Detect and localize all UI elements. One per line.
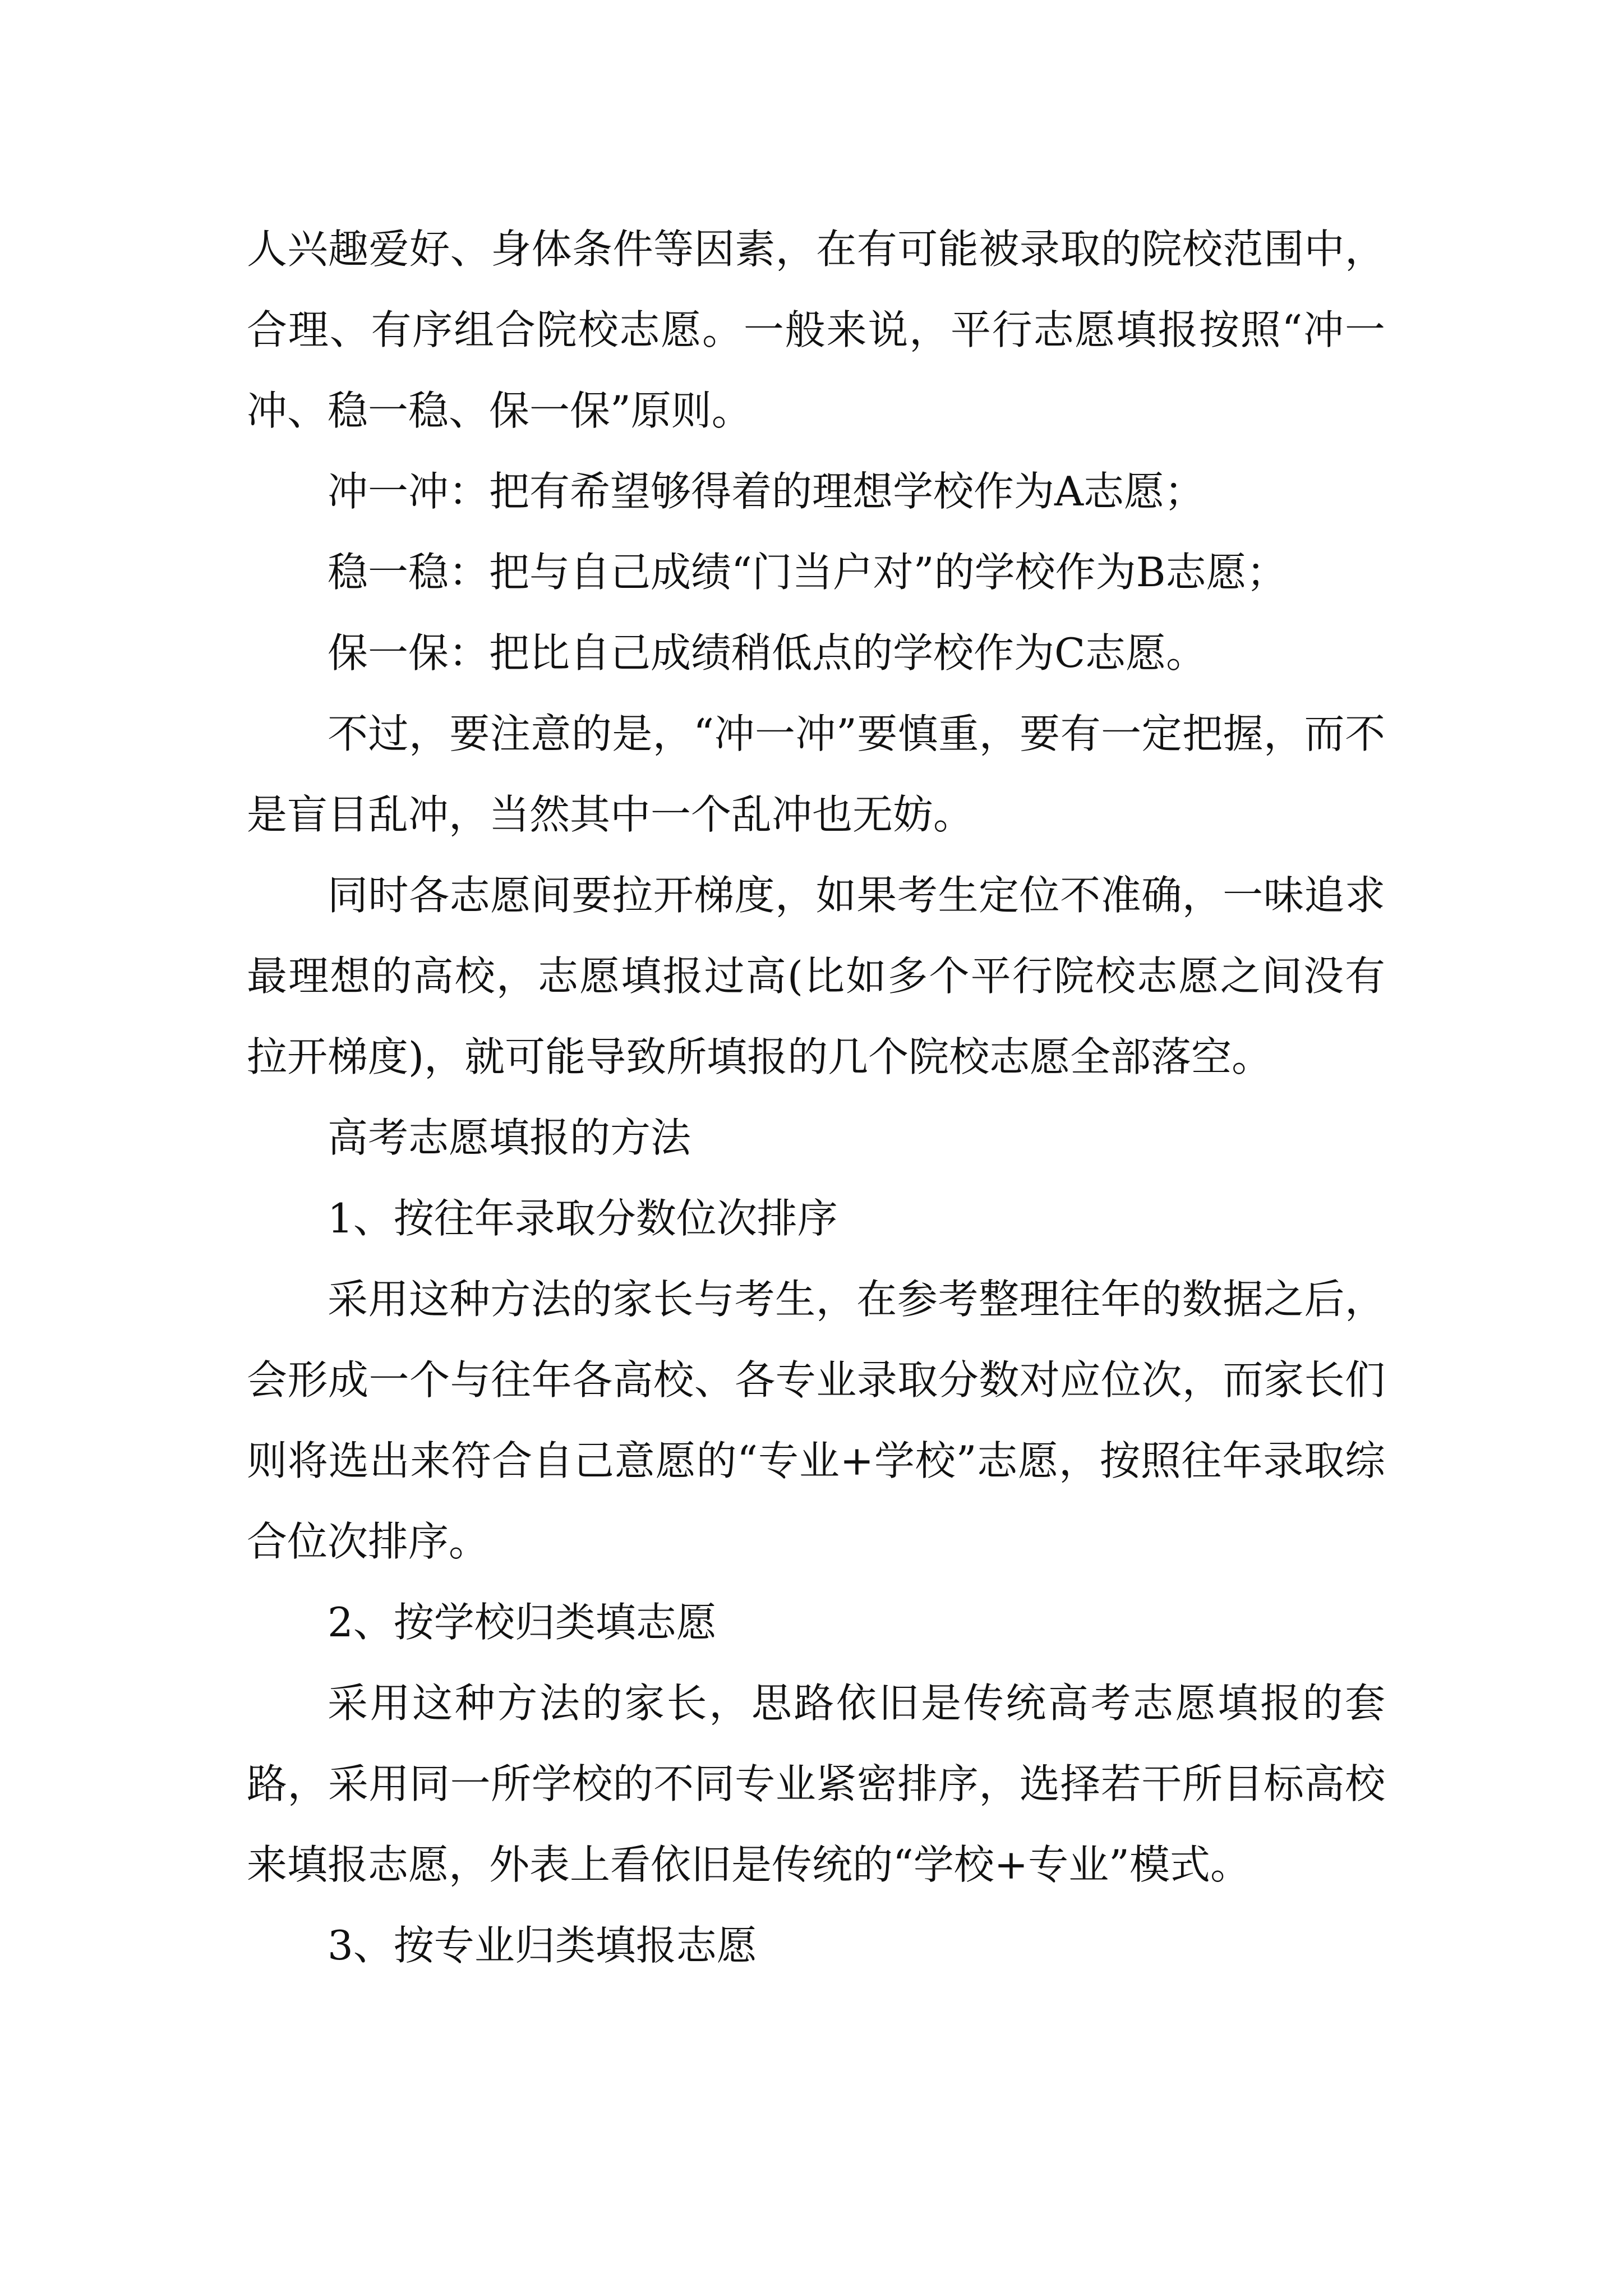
paragraph-2: 冲一冲：把有希望够得着的理想学校作为A志愿； <box>328 468 1205 515</box>
paragraph-3: 稳一稳：把与自己成绩“门当户对”的学校作为B志愿； <box>328 549 1287 596</box>
method-2-body: 采用这种方法的家长，思路依旧是传统高考志愿填报的套路，采用同一所学校的不同专业紧密排序，选择若干所目标高校来填报志愿，外表上看依旧是传统的“学校+专业”模式。 <box>247 1680 1385 1888</box>
method-2-heading: 2、按学校归类填志愿 <box>328 1599 717 1646</box>
method-1-body: 采用这种方法的家长与考生，在参考整理往年的数据之后，会形成一个与往年各高校、各专业录取分数对应位次，而家长们则将选出来符合自己意愿的“专业+学校”志愿，按照往年录取综合位次排序。 <box>247 1276 1385 1565</box>
paragraph-5: 不过，要注意的是，“冲一冲”要慎重，要有一定把握，而不是盲目乱冲，当然其中一个乱冲也无妨。 <box>247 710 1385 838</box>
document-body <box>247 209 1385 1986</box>
paragraph-4: 保一保：把比自己成绩稍低点的学校作为C志愿。 <box>328 629 1207 677</box>
paragraph-1: 人兴趣爱好、身体条件等因素，在有可能被录取的院校范围中，合理、有序组合院校志愿。一般来说，平行志愿填报按照“冲一冲、稳一稳、保一保”原则。 <box>247 226 1385 434</box>
section-heading: 高考志愿填报的方法 <box>328 1114 691 1161</box>
paragraph-6: 同时各志愿间要拉开梯度，如果考生定位不准确，一味追求最理想的高校，志愿填报过高(比如多个平行院校志愿之间没有拉开梯度)，就可能导致所填报的几个院校志愿全部落空。 <box>247 872 1385 1080</box>
method-3-heading: 3、按专业归类填报志愿 <box>328 1922 757 1969</box>
method-1-heading: 1、按往年录取分数位次排序 <box>328 1195 838 1242</box>
